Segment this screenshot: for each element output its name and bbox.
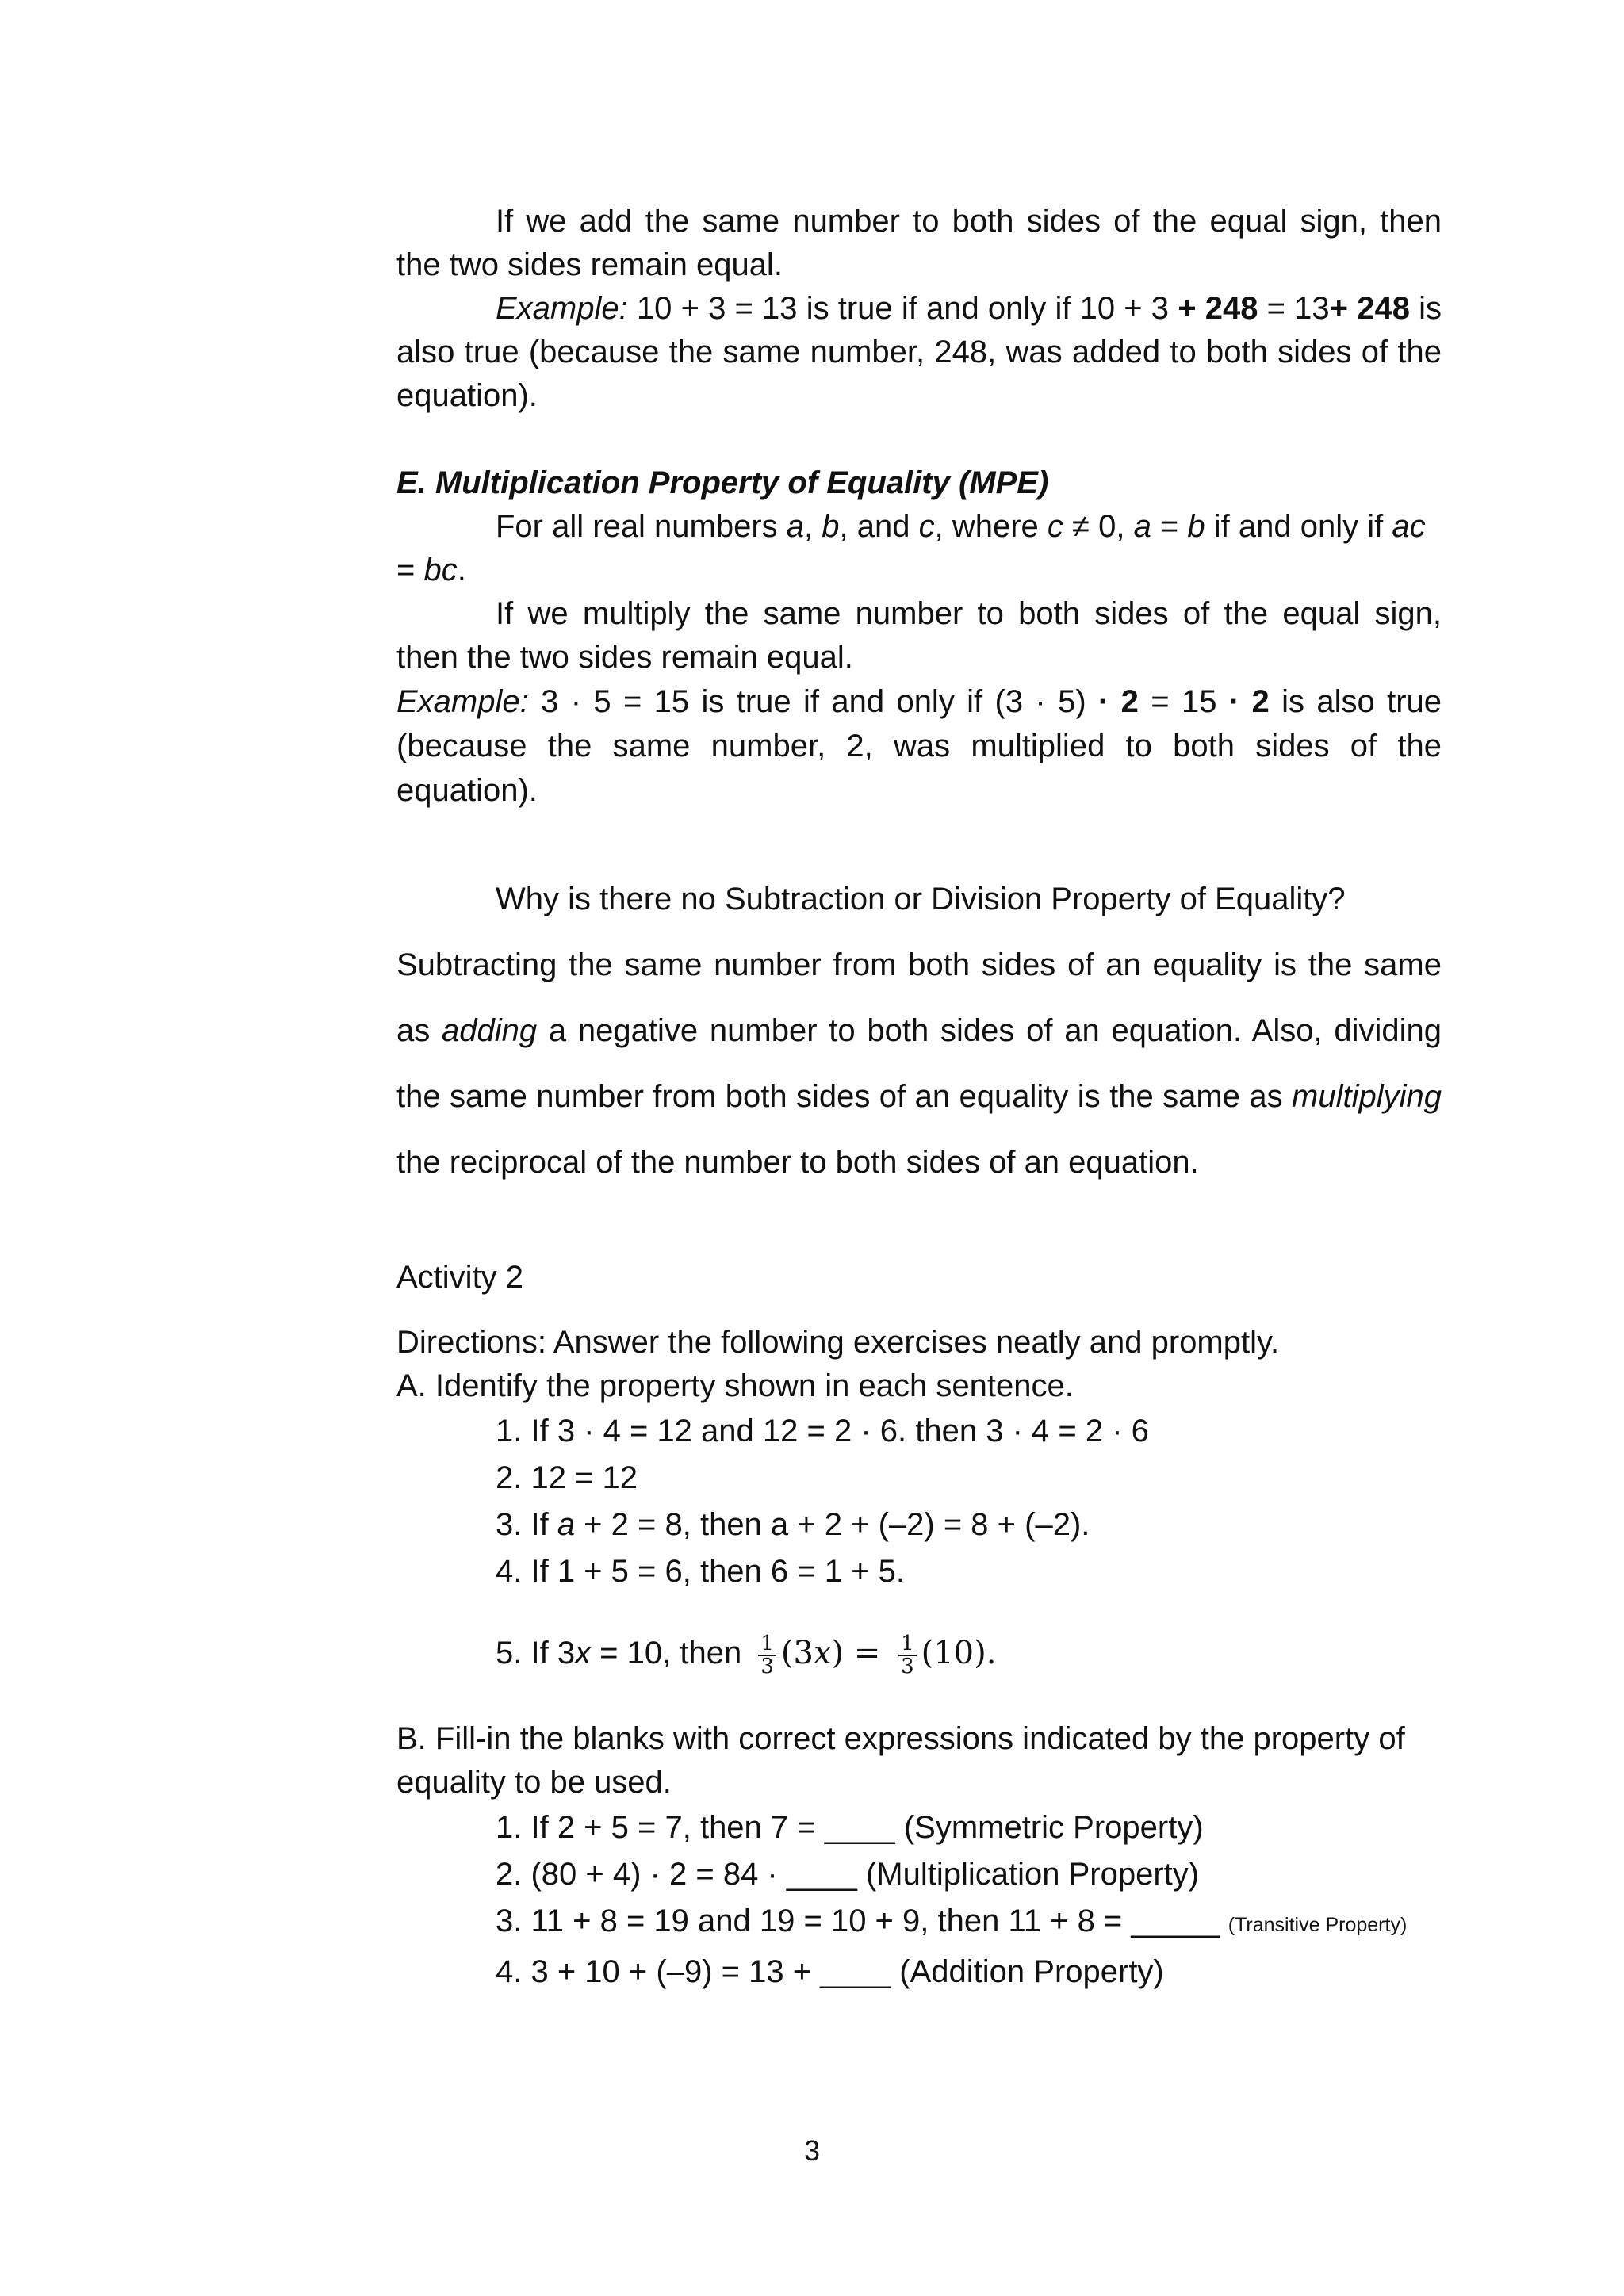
list-item: 1. If 3 · 4 = 12 and 12 = 2 · 6. then 3 · 4 = 2 · 6 (496, 1414, 1149, 1448)
fraction-one-third: $\frac{1}{3}$ (898, 1633, 917, 1678)
example-label: Example: (396, 684, 529, 719)
mpe-heading: E. Multiplication Property of Equality (MPE) (396, 465, 1049, 500)
list-item: 4. 3 + 10 + (–9) = 13 + ____ (Addition Property) (496, 1954, 1164, 1989)
part-a-title: A. Identify the property shown in each sentence. (396, 1368, 1074, 1403)
list-item: 4. If 1 + 5 = 6, then 6 = 1 + 5. (496, 1554, 905, 1589)
activity-title: Activity 2 (396, 1260, 524, 1295)
list-item: 3. If a + 2 = 8, then a + 2 + (–2) = 8 + (–2). (496, 1507, 1090, 1542)
list-item: 2. (80 + 4) · 2 = 84 · ____ (Multiplication Property) (496, 1857, 1200, 1892)
list-item: 1. If 2 + 5 = 7, then 7 = ____ (Symmetric Property) (496, 1810, 1204, 1845)
fraction-one-third: $\frac{1}{3}$ (758, 1633, 776, 1678)
fraction-equation: $\frac{1}{3}$ (3x) = $\frac{1}{3}$ (10). (750, 1635, 996, 1671)
part-b-title: B. Fill-in the blanks with correct expressions indicated by the property of equality to be used. (396, 1721, 1405, 1800)
mpe-explanation: If we multiply the same number to both sides of the equal sign, then the two sides remain equal. (396, 596, 1442, 675)
list-item: 5. If 3x = 10, then $\frac{1}{3}$ (3x) = $\frac{1}{3}$ (10). (496, 1632, 997, 1678)
why-question: Why is there no Subtraction or Division Property of Equality? (496, 882, 1346, 916)
ape-explanation: If we add the same number to both sides of the equal sign, then the two sides remain equal. (396, 204, 1442, 282)
page-number: 3 (803, 2134, 821, 2167)
example-label: Example: (496, 291, 628, 326)
why-answer: Subtracting the same number from both sides of an equality is the same as adding a negative number to both sides of an equation. Also, dividing the same number from both sides of an equality is the same as multiplying the reciprocal of the number to both sides of an equation. (396, 947, 1442, 1180)
ape-example: Example: 10 + 3 = 13 is true if and only if 10 + 3 + 248 = 13+ 248 is also true (because the same number, 248, was added to both sides of the equation). (396, 291, 1442, 413)
part-a-list (396, 1408, 1442, 1681)
transitive-note: (Transitive Property) (1228, 1914, 1408, 1936)
list-item: 3. 11 + 8 = 19 and 19 = 10 + 9, then 11 + 8 = _____ (Transitive Property) (496, 1904, 1408, 1938)
list-item: 2. 12 = 12 (496, 1460, 638, 1495)
mpe-definition: For all real numbers a, b, and c, where c ≠ 0, a = b if and only if ac = bc. (396, 509, 1426, 587)
mpe-example: Example: 3 · 5 = 15 is true if and only if (3 · 5) · 2 = 15 · 2 is also true (because the same number, 2, was multiplied to both sides of the equation). (396, 684, 1442, 808)
part-b-list (396, 1804, 1442, 1996)
page-content (396, 200, 1442, 1996)
why-section (396, 867, 1442, 1196)
activity-directions: Directions: Answer the following exercises neatly and promptly. (396, 1325, 1280, 1360)
